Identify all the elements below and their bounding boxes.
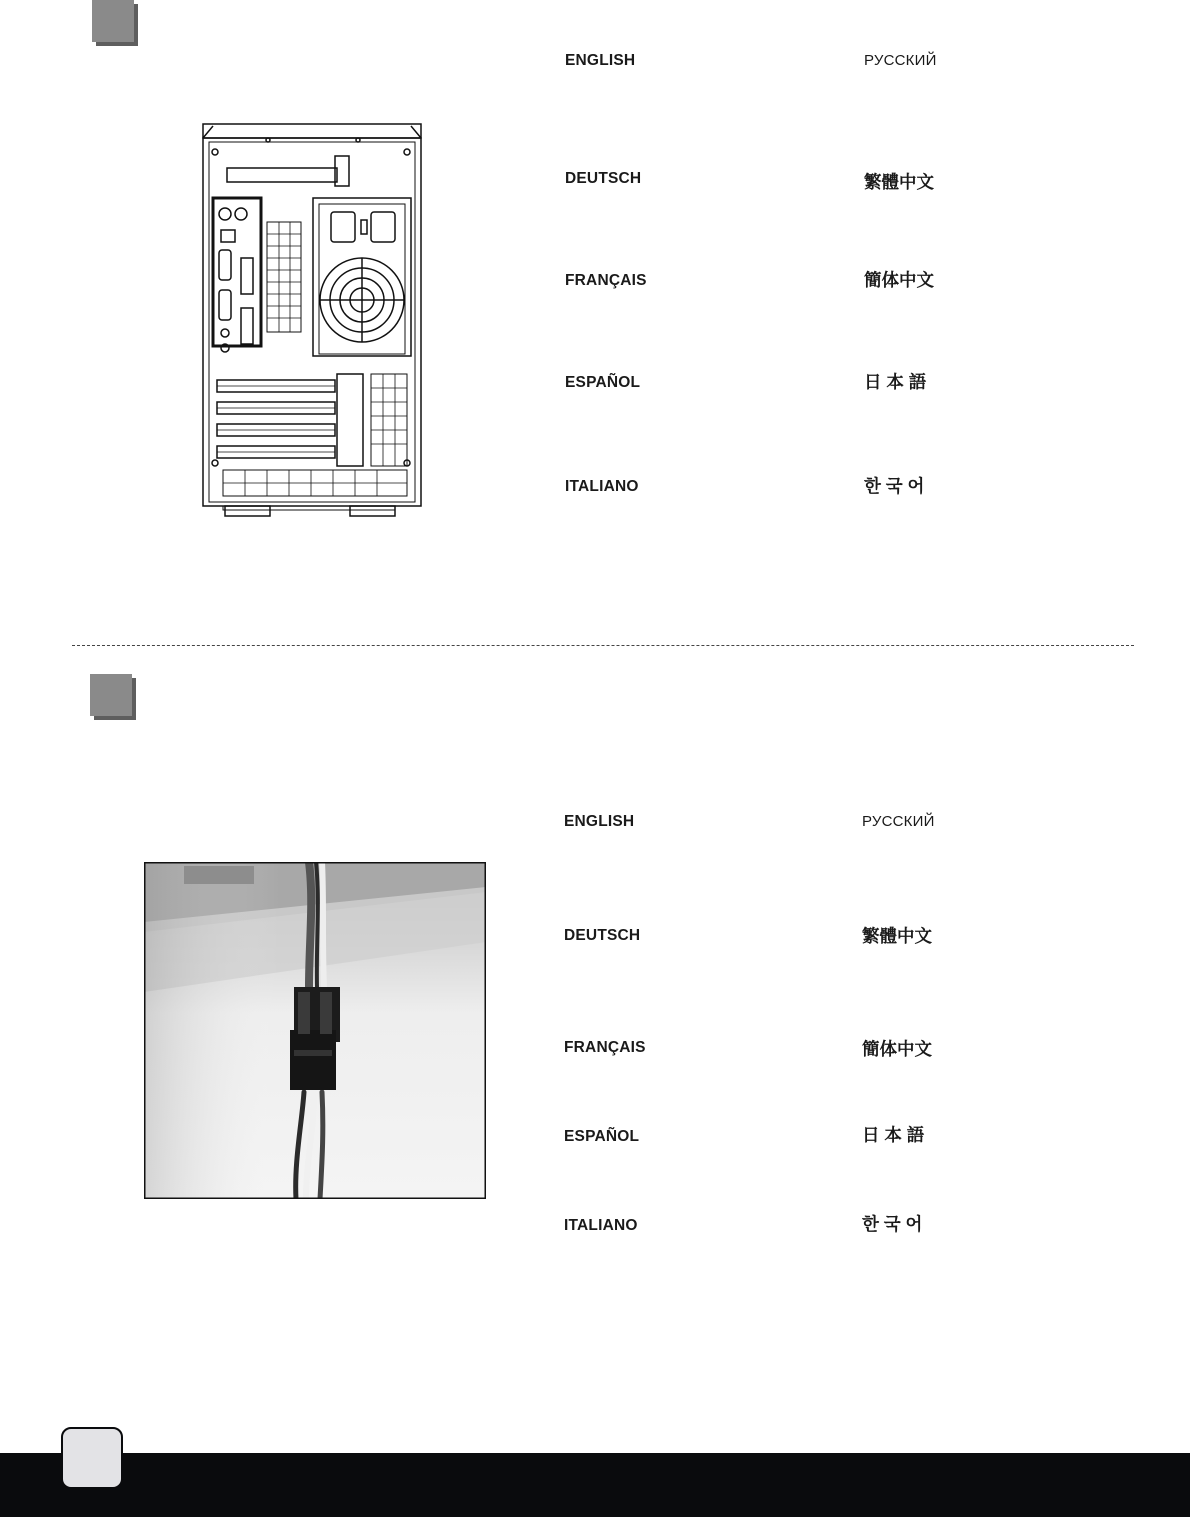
- language-label-traditional-chinese: 繁體中文: [864, 172, 934, 192]
- language-label-japanese: 日 本 語: [864, 372, 927, 392]
- step-marker-1: [92, 0, 134, 42]
- language-label-espanol: ESPAÑOL: [565, 374, 641, 391]
- language-label-russian: РУССКИЙ: [862, 813, 935, 830]
- language-label-italiano: ITALIANO: [565, 478, 639, 495]
- language-label-simplified-chinese: 簡体中文: [864, 270, 934, 290]
- cable-connector-photo: [144, 862, 486, 1199]
- language-label-simplified-chinese: 簡体中文: [862, 1039, 932, 1059]
- computer-case-rear-illustration: [195, 118, 430, 523]
- language-label-deutsch: DEUTSCH: [564, 927, 641, 944]
- language-label-english: ENGLISH: [565, 52, 636, 69]
- language-label-korean: 한 국 어: [862, 1214, 923, 1234]
- language-label-francais: FRANÇAIS: [564, 1039, 646, 1056]
- language-label-english: ENGLISH: [564, 813, 635, 830]
- page-number-box: [61, 1427, 123, 1489]
- language-label-korean: 한 국 어: [864, 476, 925, 496]
- language-label-traditional-chinese: 繁體中文: [862, 926, 932, 946]
- language-label-japanese: 日 本 語: [862, 1125, 925, 1145]
- language-label-espanol: ESPAÑOL: [564, 1128, 640, 1145]
- language-label-italiano: ITALIANO: [564, 1217, 638, 1234]
- step-marker-2: [90, 674, 132, 716]
- language-label-francais: FRANÇAIS: [565, 272, 647, 289]
- language-label-deutsch: DEUTSCH: [565, 170, 642, 187]
- page-footer-bar: [0, 1453, 1190, 1517]
- section-divider: [72, 645, 1134, 646]
- language-label-russian: РУССКИЙ: [864, 52, 937, 69]
